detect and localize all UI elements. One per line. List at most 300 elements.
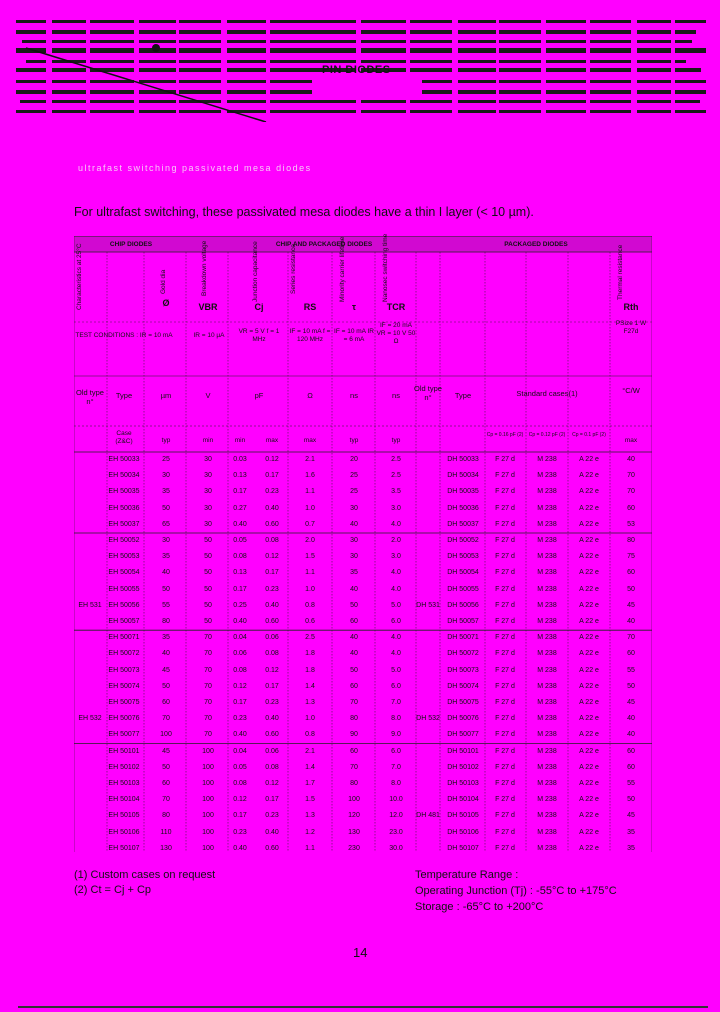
table-cell-vbr: 30 [204,472,212,480]
intro-text: For ultrafast switching, these passivated mesa diodes have a thin I layer (< 10 µm). [74,205,534,219]
table-cell-c2: M 238 [537,844,557,852]
table-cell-dia: 70 [162,715,170,723]
sym-rth: Rth [623,302,639,312]
table-cell-type: EH 50105 [108,812,140,820]
table-cell-tau: 60 [350,747,358,755]
sub-max-3: max [624,437,638,444]
table-cell-type: EH 50075 [108,699,140,706]
table-cell-tcr: 4.0 [391,634,401,642]
table-cell-tau: 40 [350,650,358,658]
table-cell-c2: M 238 [537,472,557,480]
table-cell-tau: 50 [350,601,358,609]
table-cell-vbr: 70 [204,650,212,658]
table-cell-rth: 50 [627,682,635,690]
table-cell-type2: DH 50036 [447,504,479,512]
table-cell-tau: 40 [350,634,358,642]
cond-rs: IF = 10 mA f = 120 MHz [289,328,331,343]
table-cell-rs: 1.0 [305,504,315,512]
table-cell-type: EH 50033 [108,456,140,463]
table-cell-type: EH 50054 [108,569,140,577]
table-cell-vbr: 30 [204,520,212,528]
table-cell-tau: 120 [348,812,360,820]
table-cell-c2: M 238 [537,553,557,561]
sub-typ-2: typ [349,437,359,444]
table-cell-tcr: 8.0 [391,715,401,723]
table-cell-rth: 50 [627,585,635,593]
table-cell-c3: A 22 e [579,812,599,820]
group-chip: CHIP DIODES [109,241,153,248]
table-cell-type: EH 50037 [108,520,140,528]
table-cell-tcr: 4.0 [391,650,401,658]
param-switching: Nanosec switching time [382,233,389,302]
table-cell-tau: 25 [350,488,358,496]
table-cell-tau: 30 [350,504,358,512]
test-conditions: TEST CONDITIONS : IR = 10 mA [75,332,173,339]
table-cell-type2: DH 50104 [447,796,479,804]
table-cell-dia: 130 [160,844,172,852]
table-cell-vbr: 70 [204,666,212,674]
table-cell-rs: 2.0 [305,537,315,544]
table-cell-tcr: 23.0 [389,828,403,836]
table-cell-cmin: 0.08 [233,553,247,561]
table-cell-tau: 230 [348,844,360,852]
table-cell-vbr: 50 [204,618,212,625]
table-cell-cmax: 0.06 [265,634,279,642]
footnote-1: (1) Custom cases on request [74,869,216,881]
table-cell-tcr: 6.0 [391,618,401,625]
unit-old-type: Old type n° [76,388,104,406]
table-cell-cmax: 0.23 [265,585,279,593]
table-cell-c1: F 27 d [495,634,515,642]
table-cell-rth: 80 [627,537,635,544]
param-junction-cap: Junction capacitance [252,241,259,302]
table-cell-tau: 70 [350,699,358,706]
table-cell-rth: 35 [627,844,635,852]
table-cell-type: EH 50102 [108,763,140,771]
table-cell-c1: F 27 d [495,780,515,787]
table-cell-c1: F 27 d [495,666,515,674]
table-cell-cmin: 0.17 [233,699,247,706]
unit-ns-2: ns [392,391,400,400]
table-cell-c3: A 22 e [579,472,599,480]
table-cell-old2: DH 532 [416,715,440,723]
table-cell-dia: 80 [162,618,170,625]
table-cell-rth: 75 [627,553,635,561]
table-cell-type2: DH 50075 [447,699,479,706]
table-cell-cmin: 0.12 [233,796,247,804]
table-cell-rth: 40 [627,618,635,625]
table-cell-vbr: 30 [204,504,212,512]
table-cell-c3: A 22 e [579,553,599,561]
sub-min-2: min [234,437,246,444]
table-cell-cmin: 0.40 [233,844,247,852]
table-cell-type: EH 50036 [108,504,140,512]
param-series-res: Series resistance [290,244,297,294]
table-cell-tcr: 2.0 [391,537,401,544]
table-cell-cmin: 0.17 [233,585,247,593]
sym-gold: Ø [162,298,170,308]
table-cell-vbr: 100 [202,747,214,755]
table-cell-cmax: 0.17 [265,472,279,480]
table-cell-tcr: 8.0 [391,780,401,787]
table-cell-c3: A 22 e [579,682,599,690]
table-cell-rs: 2.1 [305,456,315,463]
table-cell-rs: 1.0 [305,715,315,723]
unit-ohm: Ω [307,391,313,400]
table-cell-tau: 35 [350,569,358,577]
table-cell-c3: A 22 e [579,844,599,852]
table-cell-rth: 45 [627,699,635,706]
table-cell-rs: 0.8 [305,731,315,739]
table-cell-dia: 35 [162,488,170,496]
table-cell-vbr: 50 [204,585,212,593]
table-cell-c1: F 27 d [495,715,515,723]
group-chip-packaged: CHIP AND PACKAGED DIODES [275,241,373,248]
table-cell-tcr: 2.5 [391,456,401,463]
table-cell-c1: F 27 d [495,844,515,852]
sym-tau: τ [351,302,357,312]
table-cell-dia: 50 [162,682,170,690]
table-cell-vbr: 70 [204,634,212,642]
table-cell-vbr: 100 [202,828,214,836]
table-cell-rs: 1.7 [305,780,315,787]
table-cell-type2: DH 50074 [447,682,479,690]
unit-um: µm [160,391,172,400]
table-cell-cmax: 0.23 [265,812,279,820]
table-cell-type2: DH 50076 [447,715,479,723]
table-cell-vbr: 100 [202,780,214,787]
table-cell-rs: 1.3 [305,812,315,820]
table-cell-dia: 25 [162,456,170,463]
table-cell-c1: F 27 d [495,585,515,593]
table-cell-c3: A 22 e [579,585,599,593]
table-cell-cmax: 0.17 [265,682,279,690]
table-cell-rs: 1.6 [305,472,315,480]
table-cell-vbr: 30 [204,488,212,496]
table-cell-rth: 40 [627,456,635,463]
table-cell-tcr: 7.0 [391,763,401,771]
table-cell-rth: 60 [627,747,635,755]
table-cell-type: EH 50101 [108,747,140,755]
table-cell-c3: A 22 e [579,520,599,528]
table-cell-cmin: 0.40 [233,731,247,739]
table-cell-rs: 1.1 [305,844,315,852]
table-cell-cmax: 0.40 [265,828,279,836]
table-cell-type2: DH 50054 [447,569,479,577]
table-cell-c2: M 238 [537,682,557,690]
table-cell-cmax: 0.60 [265,731,279,739]
table-cell-c1: F 27 d [495,731,515,739]
table-cell-c3: A 22 e [579,504,599,512]
table-cell-c3: A 22 e [579,780,599,787]
sub-case-cp-3: Cp = 0.1 pF (2) [572,432,606,438]
table-cell-tcr: 30.0 [389,844,403,852]
unit-type-2: Type [454,391,472,400]
table-cell-tcr: 3.0 [391,553,401,561]
table-cell-c2: M 238 [537,666,557,674]
table-cell-old2: DH 531 [416,601,440,609]
table-cell-c2: M 238 [537,780,557,787]
table-cell-tcr: 2.5 [391,472,401,480]
table-cell-rth: 70 [627,634,635,642]
table-cell-c2: M 238 [537,601,557,609]
table-cell-type2: DH 50071 [447,634,479,642]
table-cell-tau: 50 [350,666,358,674]
table-cell-cmin: 0.03 [233,456,247,463]
table-cell-c3: A 22 e [579,666,599,674]
table-cell-cmin: 0.13 [233,472,247,480]
table-cell-c2: M 238 [537,488,557,496]
param-breakdown: Breakdown voltage [201,240,208,296]
param-gold-dia: Gold dia [160,269,167,294]
table-cell-type: EH 50106 [108,828,140,836]
table-cell-cmax: 0.40 [265,504,279,512]
table-cell-cmin: 0.17 [233,812,247,820]
table-cell-vbr: 70 [204,731,212,739]
table-cell-cmax: 0.08 [265,537,279,544]
table-cell-cmin: 0.05 [233,537,247,544]
table-cell-c1: F 27 d [495,682,515,690]
unit-cw: °C/W [622,386,640,395]
table-cell-type: EH 50107 [108,844,140,852]
table-cell-c3: A 22 e [579,828,599,836]
table-cell-tau: 30 [350,553,358,561]
table-cell-tcr: 12.0 [389,812,403,820]
table-cell-tcr: 3.5 [391,488,401,496]
table-cell-dia: 100 [160,731,172,739]
table-cell-c3: A 22 e [579,601,599,609]
table-cell-c1: F 27 d [495,504,515,512]
table-cell-c2: M 238 [537,731,557,739]
table-cell-c1: F 27 d [495,747,515,755]
table-cell-dia: 110 [160,828,172,836]
table-cell-type: EH 50074 [108,682,140,690]
page-number: 14 [353,945,368,960]
table-cell-type: EH 50072 [108,650,140,658]
table-cell-type: EH 50053 [108,553,140,561]
table-cell-c2: M 238 [537,715,557,723]
table-cell-old: EH 531 [78,601,102,609]
table-cell-tau: 130 [348,828,360,836]
table-cell-c1: F 27 d [495,650,515,658]
table-cell-vbr: 100 [202,812,214,820]
table-cell-rth: 70 [627,472,635,480]
table-cell-rs: 1.8 [305,666,315,674]
table-cell-cmax: 0.23 [265,488,279,496]
table-cell-tau: 40 [350,585,358,593]
table-cell-cmax: 0.12 [265,780,279,787]
table-cell-type2: DH 50035 [447,488,479,496]
table-cell-type: EH 50104 [108,796,140,804]
table-cell-tau: 100 [348,796,360,804]
sub-case-cp-1: Cp = 0.16 pF (2) [486,432,524,438]
table-cell-vbr: 100 [202,844,214,852]
table-cell-dia: 70 [162,796,170,804]
table-cell-type: EH 50057 [108,618,140,625]
table-cell-c3: A 22 e [579,763,599,771]
table-cell-c2: M 238 [537,796,557,804]
table-cell-rth: 55 [627,666,635,674]
table-cell-rth: 70 [627,488,635,496]
table-cell-cmin: 0.13 [233,569,247,577]
sub-typ-3: typ [391,437,401,444]
table-cell-rs: 1.5 [305,796,315,804]
table-cell-tcr: 10.0 [389,796,403,804]
diode-table [74,233,652,852]
table-cell-type2: DH 50053 [447,553,479,561]
table-cell-rth: 53 [627,520,635,528]
table-cell-cmin: 0.25 [233,601,247,609]
table-cell-type2: DH 50034 [447,472,479,480]
cond-vbr: IR = 10 µA [193,332,225,339]
table-cell-cmin: 0.12 [233,682,247,690]
table-cell-c3: A 22 e [579,456,599,463]
table-cell-type2: DH 50037 [447,520,479,528]
cond-cj: VR = 5 V f = 1 MHz [238,328,280,343]
table-cell-type2: DH 50056 [447,601,479,609]
table-cell-type: EH 50103 [108,780,140,787]
table-cell-type: EH 50056 [108,601,140,609]
table-cell-vbr: 70 [204,699,212,706]
table-cell-rth: 35 [627,828,635,836]
table-cell-c3: A 22 e [579,699,599,706]
table-cell-vbr: 50 [204,569,212,577]
sub-case: Case (Z&C) [115,430,133,445]
table-cell-type: EH 50055 [108,585,140,593]
table-cell-type2: DH 50105 [447,812,479,820]
table-cell-type: EH 50077 [108,731,140,739]
table-cell-c1: F 27 d [495,601,515,609]
table-cell-rth: 50 [627,796,635,804]
table-cell-rs: 0.8 [305,601,315,609]
table-cell-tau: 60 [350,618,358,625]
sym-tcr: TCR [386,302,406,312]
table-cell-c2: M 238 [537,569,557,577]
table-cell-tau: 30 [350,537,358,544]
table-cell-c1: F 27 d [495,618,515,625]
table-cell-tcr: 6.0 [391,747,401,755]
table-cell-c2: M 238 [537,634,557,642]
table-cell-rs: 1.0 [305,585,315,593]
table-cell-c1: F 27 d [495,569,515,577]
table-cell-cmin: 0.17 [233,488,247,496]
table-cell-cmax: 0.17 [265,796,279,804]
cond-tau: IF = 10 mA IR = 6 mA [334,328,374,343]
sym-rs: RS [303,302,317,312]
table-cell-tcr: 4.0 [391,520,401,528]
table-cell-dia: 40 [162,569,170,577]
table-cell-dia: 50 [162,504,170,512]
table-cell-vbr: 50 [204,537,212,544]
table-cell-c1: F 27 d [495,812,515,820]
table-cell-tau: 40 [350,520,358,528]
table-cell-c3: A 22 e [579,747,599,755]
table-cell-old2: DH 481 [416,812,440,820]
table-cell-tcr: 5.0 [391,601,401,609]
table-cell-rs: 1.4 [305,682,315,690]
table-cell-rth: 40 [627,715,635,723]
table-cell-tau: 60 [350,682,358,690]
table-cell-tau: 90 [350,731,358,739]
table-cell-vbr: 70 [204,682,212,690]
table-cell-type: EH 50034 [108,472,140,480]
table-cell-tcr: 4.0 [391,585,401,593]
table-cell-type2: DH 50101 [447,747,479,755]
table-cell-c2: M 238 [537,747,557,755]
sub-max: max [265,437,279,444]
table-cell-cmax: 0.12 [265,553,279,561]
table-cell-cmax: 0.06 [265,747,279,755]
table-cell-rth: 40 [627,731,635,739]
table-cell-dia: 50 [162,585,170,593]
table-cell-cmin: 0.40 [233,618,247,625]
table-cell-dia: 80 [162,812,170,820]
table-cell-c3: A 22 e [579,650,599,658]
table-cell-c2: M 238 [537,520,557,528]
table-cell-type2: DH 50106 [447,828,479,836]
table-cell-c3: A 22 e [579,731,599,739]
table-cell-rs: 2.5 [305,634,315,642]
table-cell-rth: 45 [627,601,635,609]
table-cell-type2: DH 50107 [447,844,479,852]
table-cell-rth: 60 [627,650,635,658]
table-cell-c1: F 27 d [495,537,515,544]
table-cell-c3: A 22 e [579,537,599,544]
header-title: PIN DIODES [322,64,391,76]
table-cell-tau: 25 [350,472,358,480]
table-cell-c1: F 27 d [495,488,515,496]
table-cell-rs: 1.1 [305,488,315,496]
table-cell-cmin: 0.08 [233,666,247,674]
table-cell-c2: M 238 [537,585,557,593]
table-cell-rth: 60 [627,569,635,577]
table-cell-cmax: 0.60 [265,844,279,852]
table-cell-cmax: 0.60 [265,520,279,528]
table-cell-dia: 35 [162,553,170,561]
table-cell-dia: 65 [162,520,170,528]
table-cell-c1: F 27 d [495,520,515,528]
table-cell-type: EH 50076 [108,715,140,723]
temperature-title: Temperature Range : [415,869,519,881]
sym-cj: Cj [254,302,264,312]
table-cell-c2: M 238 [537,504,557,512]
param-minority: Minority carrier lifetime [339,236,346,302]
table-cell-dia: 30 [162,537,170,544]
table-cell-cmax: 0.08 [265,763,279,771]
table-cell-rs: 1.1 [305,569,315,577]
table-cell-cmax: 0.17 [265,569,279,577]
table-cell-c1: F 27 d [495,699,515,706]
table-cell-tcr: 3.0 [391,504,401,512]
footnote-2: (2) Ct = Cj + Cp [74,884,152,896]
table-cell-type2: DH 50052 [447,537,479,544]
table-cell-vbr: 70 [204,715,212,723]
table-cell-old: EH 532 [78,715,102,723]
unit-type: Type [115,391,133,400]
table-cell-c1: F 27 d [495,796,515,804]
unit-v: V [205,391,211,400]
cond-tcr: IF = 20 mA VR = 10 V 50 Ω [376,322,416,345]
table-cell-cmin: 0.23 [233,715,247,723]
cond-rth: PSize 1 W F27d [615,320,647,335]
table-cell-tcr: 4.0 [391,569,401,577]
table-cell-type: EH 50071 [108,634,140,642]
table-cell-c2: M 238 [537,763,557,771]
table-cell-dia: 45 [162,666,170,674]
table-cell-tcr: 5.0 [391,666,401,674]
unit-old-type-2: Old type n° [414,384,442,402]
table-cell-c1: F 27 d [495,553,515,561]
